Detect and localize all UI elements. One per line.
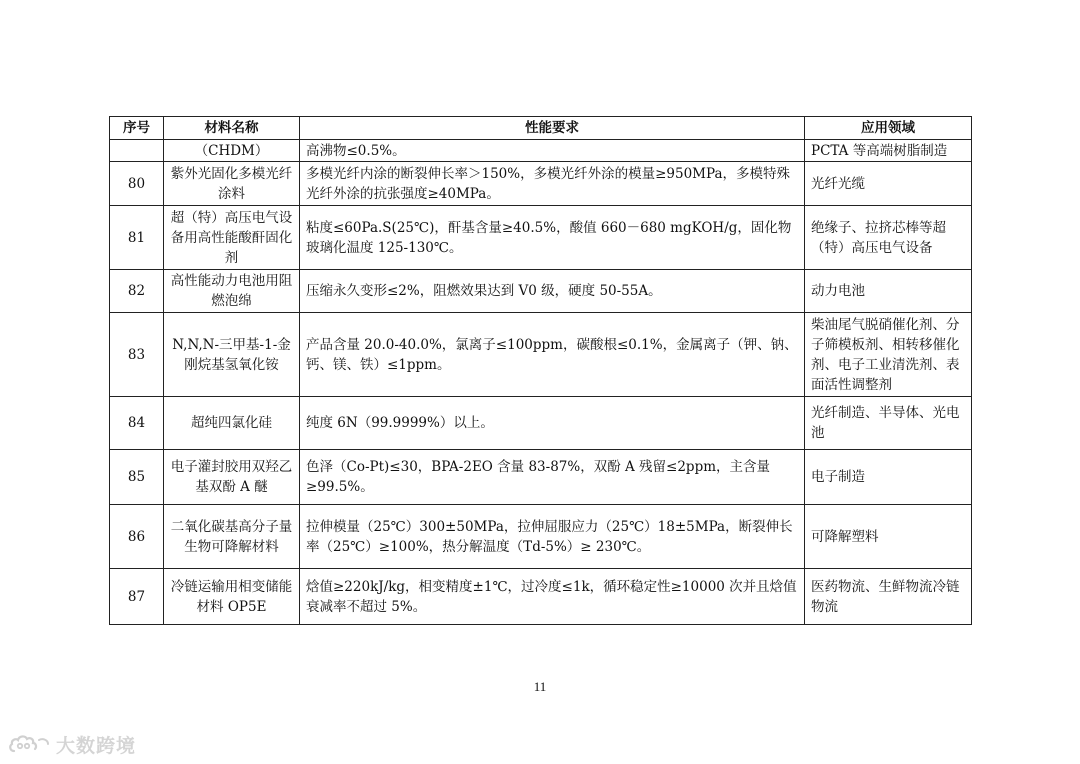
cloud-logo-icon	[8, 731, 52, 757]
cell-application: 电子制造	[805, 450, 972, 505]
cell-material-name: （CHDM）	[164, 140, 300, 162]
cell-material-name: 高性能动力电池用阻燃泡绵	[164, 270, 300, 313]
cell-application: 光纤光缆	[805, 162, 972, 206]
cell-no: 80	[110, 162, 164, 206]
cell-requirements: 压缩永久变形≤2%，阻燃效果达到 V0 级，硬度 50-55A。	[300, 270, 805, 313]
cell-requirements: 产品含量 20.0-40.0%，氯离子≤100ppm，碳酸根≤0.1%，金属离子（钾、钠、钙、镁、铁）≤1ppm。	[300, 313, 805, 397]
cell-application: 柴油尾气脱硝催化剂、分子筛模板剂、相转移催化剂、电子工业清洗剂、表面活性调整剂	[805, 313, 972, 397]
cell-application: 光纤制造、半导体、光电池	[805, 397, 972, 450]
cell-material-name: 二氧化碳基高分子量生物可降解材料	[164, 505, 300, 569]
cell-requirements: 焓值≥220kJ/kg，相变精度±1℃，过冷度≤1k，循环稳定性≥10000 次并且焓值衰减率不超过 5%。	[300, 569, 805, 625]
watermark-text: 大数跨境	[56, 734, 137, 757]
header-application: 应用领域	[805, 117, 972, 140]
page-number: 11	[533, 679, 547, 694]
watermark	[8, 730, 136, 758]
cell-requirements: 色泽（Co-Pt)≤30，BPA-2EO 含量 83-87%，双酚 A 残留≤2ppm，主含量≥99.5%。	[300, 450, 805, 505]
cell-material-name: 超纯四氯化硅	[164, 397, 300, 450]
cell-no: 86	[110, 505, 164, 569]
cell-requirements: 高沸物≤0.5%。	[300, 140, 805, 162]
cell-no: 82	[110, 270, 164, 313]
table-row	[110, 270, 972, 313]
cell-no: 85	[110, 450, 164, 505]
header-requirements: 性能要求	[300, 117, 805, 140]
cell-application: 绝缘子、拉挤芯棒等超（特）高压电气设备	[805, 206, 972, 270]
table-row	[110, 313, 972, 397]
cell-material-name: 电子灌封胶用双羟乙基双酚 A 醚	[164, 450, 300, 505]
cell-no	[110, 140, 164, 162]
cell-material-name: 冷链运输用相变储能材料 OP5E	[164, 569, 300, 625]
cell-material-name: 紫外光固化多模光纤涂料	[164, 162, 300, 206]
cell-no: 83	[110, 313, 164, 397]
table-header-row	[110, 117, 972, 140]
cell-no: 84	[110, 397, 164, 450]
cell-requirements: 多模光纤内涂的断裂伸长率＞150%，多模光纤外涂的模量≥950MPa，多模特殊光纤外涂的抗张强度≥40MPa。	[300, 162, 805, 206]
cell-no: 81	[110, 206, 164, 270]
cell-no: 87	[110, 569, 164, 625]
table-row	[110, 206, 972, 270]
table-row	[110, 569, 972, 625]
cell-application: 医药物流、生鲜物流冷链物流	[805, 569, 972, 625]
table-row	[110, 505, 972, 569]
cell-application: 可降解塑料	[805, 505, 972, 569]
table-row	[110, 162, 972, 206]
cell-application: PCTA 等高端树脂制造	[805, 140, 972, 162]
cell-requirements: 粘度≤60Pa.S(25℃)，酐基含量≥40.5%，酸值 660－680 mgKOH/g，固化物玻璃化温度 125-130℃。	[300, 206, 805, 270]
header-no: 序号	[110, 117, 164, 140]
table-row	[110, 450, 972, 505]
table-row	[110, 397, 972, 450]
cell-requirements: 拉伸模量（25℃）300±50MPa，拉伸屈服应力（25℃）18±5MPa，断裂伸长率（25℃）≥100%，热分解温度（Td-5%）≥ 230℃。	[300, 505, 805, 569]
cell-requirements: 纯度 6N（99.9999%）以上。	[300, 397, 805, 450]
table-row	[110, 140, 972, 162]
cell-material-name: 超（特）高压电气设备用高性能酸酐固化剂	[164, 206, 300, 270]
cell-material-name: N,N,N-三甲基-1-金刚烷基氢氧化铵	[164, 313, 300, 397]
cell-application: 动力电池	[805, 270, 972, 313]
materials-table	[109, 116, 972, 625]
header-material-name: 材料名称	[164, 117, 300, 140]
